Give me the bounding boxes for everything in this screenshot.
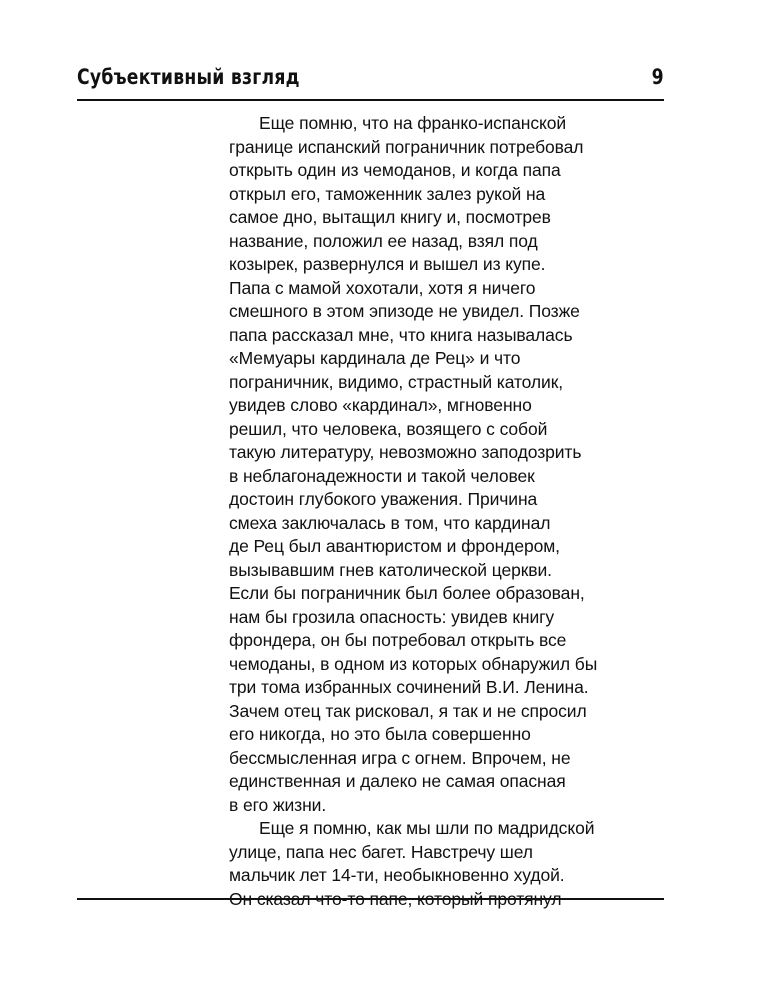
paragraph-1-line: в неблагонадежности и такой человек xyxy=(229,465,535,486)
paragraph-2-line: Он сказал что-то папе, который протянул xyxy=(229,888,562,909)
page-number: 9 xyxy=(652,65,664,89)
paragraph-1-line: такую литературу, невозможно заподозрить xyxy=(229,442,582,462)
body-text xyxy=(229,112,629,911)
paragraph-1-line: Папа с мамой хохотали, хотя я ничего xyxy=(229,277,536,298)
running-header xyxy=(77,62,664,94)
footer-rule xyxy=(77,898,664,900)
paragraph-1-line: решил, что человека, возящего с собой xyxy=(229,418,548,439)
paragraph-1-line: его никогда, но это была совершенно xyxy=(229,724,531,744)
paragraph-1-line: название, положил ее назад, взял под xyxy=(229,230,538,251)
paragraph-1-line: единственная и далеко не самая опасная xyxy=(229,771,566,791)
paragraph-1-line: Если бы пограничник был более образован, xyxy=(229,583,585,603)
paragraph-2-line: улице, папа нес багет. Навстречу шел xyxy=(229,841,533,862)
paragraph-1-line: в его жизни. xyxy=(229,794,327,815)
paragraph-1-line: бессмысленная игра с огнем. Впрочем, не xyxy=(229,747,571,768)
header-rule xyxy=(77,99,664,101)
paragraph-1-line: де Рец был авантюристом и фрондером, xyxy=(229,536,560,556)
paragraph-1-line: смеха заключалась в том, что кардинал xyxy=(229,512,551,533)
paragraph-1-line: смешного в этом эпизоде не увидел. Позже xyxy=(229,301,580,321)
paragraph-2-line: мальчик лет 14-ти, необыкновенно худой. xyxy=(229,865,565,885)
paragraph-1-line: папа рассказал мне, что книга называлась xyxy=(229,324,573,345)
paragraph-1-line: открыть один из чемоданов, и когда папа xyxy=(229,160,561,180)
paragraph-1-line: пограничник, видимо, страстный католик, xyxy=(229,371,564,392)
paragraph-1-line: Еще помню, что на франко-испанской xyxy=(259,113,567,133)
paragraph-1-line: нам бы грозила опасность: увидев книгу xyxy=(229,606,555,627)
paragraph-1-line: фрондера, он бы потребовал открыть все xyxy=(229,630,567,650)
paragraph-1-line: открыл его, таможенник залез рукой на xyxy=(229,183,546,204)
paragraph-1-line: «Мемуары кардинала де Рец» и что xyxy=(229,348,521,368)
paragraph-1-line: увидев слово «кардинал», мгновенно xyxy=(229,395,532,415)
paragraph-1-line: чемоданы, в одном из которых обнаружил бы xyxy=(229,653,598,674)
paragraph-1-line: козырек, развернулся и вышел из купе. xyxy=(229,254,546,274)
paragraph-1-line: Зачем отец так рисковал, я так и не спросил xyxy=(229,700,587,721)
paragraph-2-line: Еще я помню, как мы шли по мадридской xyxy=(259,818,595,838)
running-header-title: Субъективный взгляд xyxy=(77,65,300,89)
paragraph-1-line: вызывавшим гнев католической церкви. xyxy=(229,559,552,580)
paragraph-1-line: границе испанский пограничник потребовал xyxy=(229,136,584,157)
paragraph-1-line: самое дно, вытащил книгу и, посмотрев xyxy=(229,207,551,227)
paragraph-1-line: три тома избранных сочинений В.И. Ленина. xyxy=(229,677,589,697)
paragraph-1-line: достоин глубокого уважения. Причина xyxy=(229,489,538,509)
